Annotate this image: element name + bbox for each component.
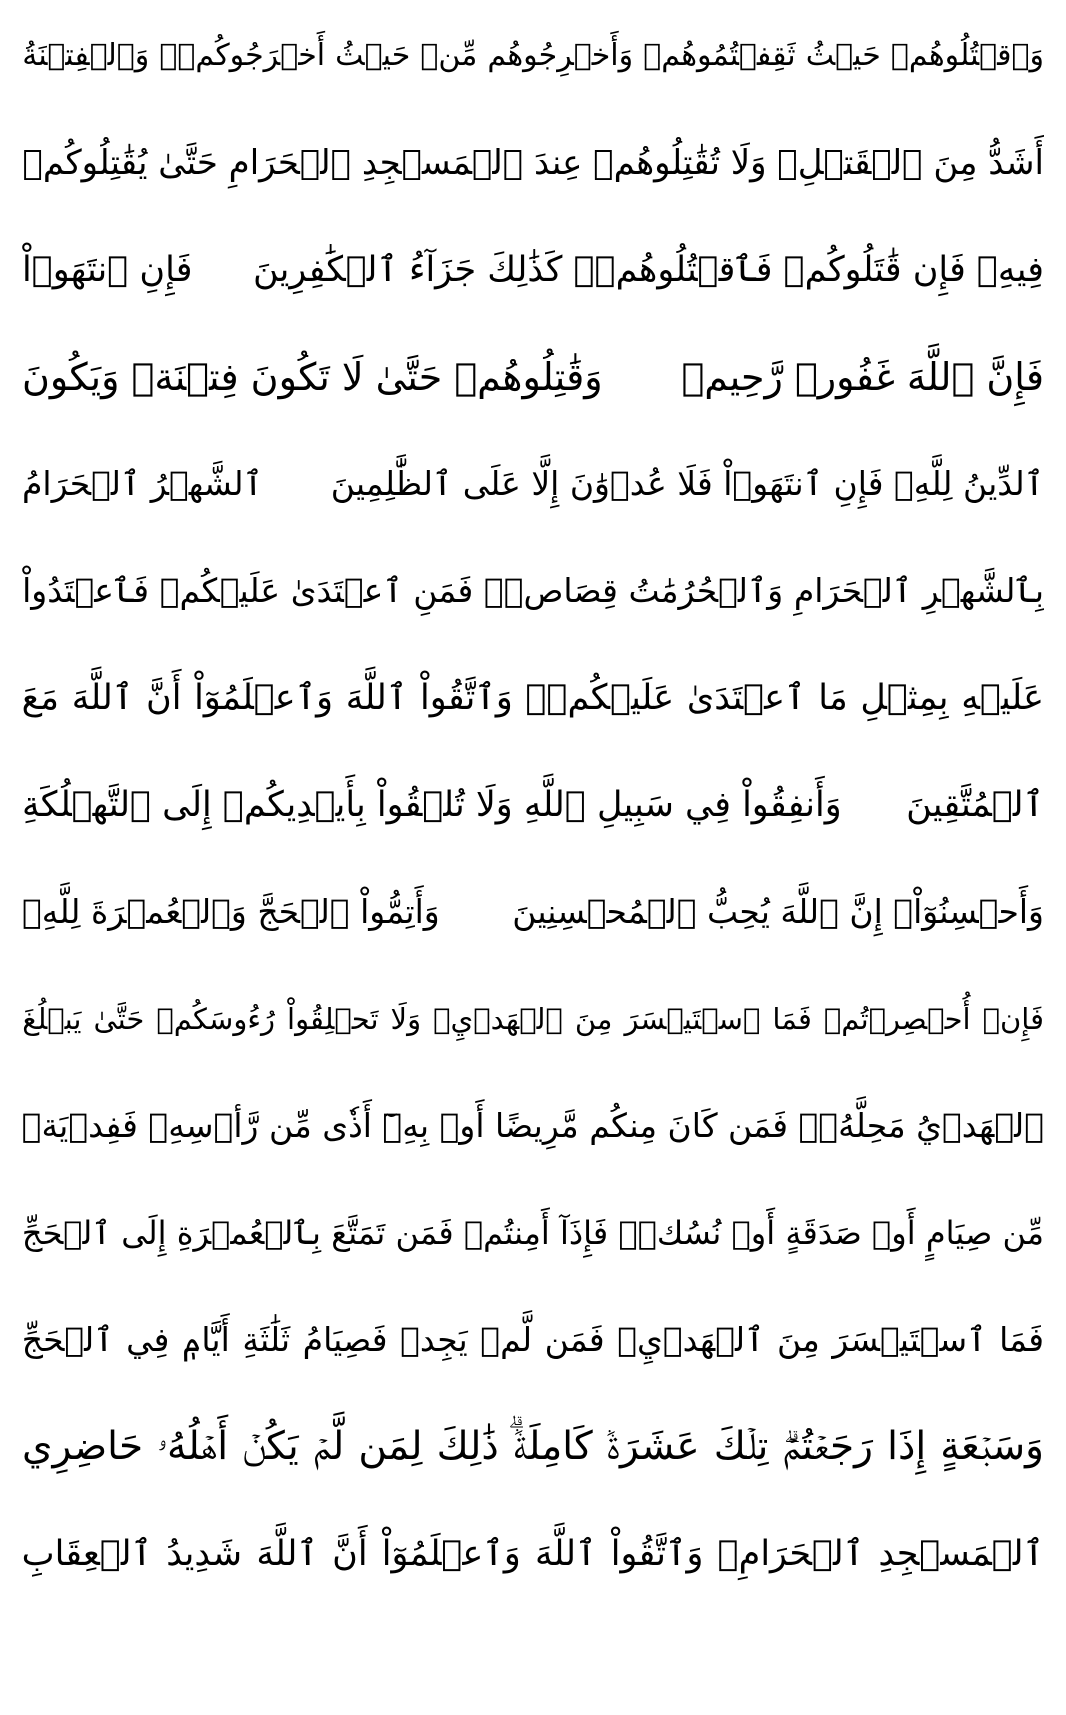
verse-text: وَقَٰتِلُوهُمۡ حَتَّىٰ لَا تَكُونَ فِتۡنَةٞ وَيَكُونَ [22, 355, 603, 399]
verse-line [22, 436, 1044, 532]
verse-text: وَٱقۡتُلُوهُمۡ حَيۡثُ ثَقِفۡتُمُوهُمۡ وَأَخۡرِجُوهُم مِّنۡ حَيۡثُ أَخۡرَجُوكُمۡۚ وَٱلۡفِتۡنَةُ [22, 38, 1044, 73]
verse-line [22, 650, 1044, 746]
verse-text: وَأَتِمُّواْ ٱلۡحَجَّ وَٱلۡعُمۡرَةَ لِلَّهِۚ [22, 892, 440, 931]
verse-line [22, 757, 1044, 853]
verse-text: فَإِنِ ٱنتَهَوۡاْ [22, 250, 193, 290]
verse-text: ٱلشَّهۡرُ ٱلۡحَرَامُ [22, 464, 263, 503]
verse-line [22, 329, 1044, 425]
verse-text: ٱلۡمُتَّقِينَ [906, 785, 1044, 825]
verse-text: ٱلۡمَسۡجِدِ ٱلۡحَرَامِۚ وَٱتَّقُواْ ٱللَّهَ وَٱعۡلَمُوٓاْ أَنَّ ٱللَّهَ شَدِيدُ ٱلۡعِقَابِ [22, 1534, 1044, 1574]
verse-line [22, 1292, 1044, 1388]
verse-line [22, 1078, 1044, 1174]
verse-text: أَشَدُّ مِنَ ٱلۡقَتۡلِۚ وَلَا تُقَٰتِلُوهُمۡ عِندَ ٱلۡمَسۡجِدِ ٱلۡحَرَامِ حَتَّىٰ يُقَٰتِلُوكُمۡ [22, 143, 1044, 183]
verse-line [22, 1506, 1044, 1602]
verse-line [22, 8, 1044, 104]
verse-line [22, 1399, 1044, 1495]
verse-text: ٱلدِّينُ لِلَّهِۖ فَإِنِ ٱنتَهَوۡاْ فَلَا عُدۡوَٰنَ إِلَّا عَلَى ٱلظَّٰلِمِينَ [330, 464, 1044, 503]
verse-text: فَإِنَّ ٱللَّهَ غَفُورٞ رَّحِيمٞ [681, 355, 1044, 399]
verse-text: فَإِنۡ أُحۡصِرۡتُمۡ فَمَا ٱسۡتَيۡسَرَ مِنَ ٱلۡهَدۡيِۖ وَلَا تَحۡلِقُواْ رُءُوسَكُمۡ حَتَّىٰ يَبۡلُغَ [22, 1002, 1044, 1036]
verse-text: فِيهِۖ فَإِن قَٰتَلُوكُمۡ فَٱقۡتُلُوهُمۡۗ كَذَٰلِكَ جَزَآءُ ٱلۡكَٰفِرِينَ [252, 250, 1044, 290]
verse-text: فَمَا ٱسۡتَيۡسَرَ مِنَ ٱلۡهَدۡيِۚ فَمَن لَّمۡ يَجِدۡ فَصِيَامُ ثَلَٰثَةِ أَيَّامٖ فِي ٱلۡحَجِّ [22, 1320, 1044, 1359]
verse-line [22, 1185, 1044, 1281]
verse-text: وَأَنفِقُواْ فِي سَبِيلِ ٱللَّهِ وَلَا تُلۡقُواْ بِأَيۡدِيكُمۡ إِلَى ٱلتَّهۡلُكَةِ [22, 785, 842, 825]
verse-line [22, 222, 1044, 318]
verse-line [22, 115, 1044, 211]
verse-text: عَلَيۡهِ بِمِثۡلِ مَا ٱعۡتَدَىٰ عَلَيۡكُمۡۚ وَٱتَّقُواْ ٱللَّهَ وَٱعۡلَمُوٓاْ أَنَّ ٱللَّهَ مَعَ [22, 678, 1044, 718]
verse-text: ٱلۡهَدۡيُ مَحِلَّهُۥۚ فَمَن كَانَ مِنكُم مَّرِيضًا أَوۡ بِهِۦٓ أَذٗى مِّن رَّأۡسِهِۦ فَفِدۡيَةٞ [22, 1106, 1044, 1145]
verse-text: بِٱلشَّهۡرِ ٱلۡحَرَامِ وَٱلۡحُرُمَٰتُ قِصَاصٞۚ فَمَنِ ٱعۡتَدَىٰ عَلَيۡكُمۡ فَٱعۡتَدُواْ [22, 571, 1044, 610]
verse-line [22, 543, 1044, 639]
verse-line [22, 971, 1044, 1067]
verse-text: وَسَبۡعَةٍ إِذَا رَجَعۡتُمۡۗ تِلۡكَ عَشَرَةٞ كَامِلَةٞۗ ذَٰلِكَ لِمَن لَّمۡ يَكُنۡ أَهۡلُهُۥ حَاضِرِي [22, 1424, 1044, 1469]
verse-text: وَأَحۡسِنُوٓاْۚ إِنَّ ٱللَّهَ يُحِبُّ ٱلۡمُحۡسِنِينَ [512, 892, 1044, 931]
verse-line [22, 864, 1044, 960]
verse-text: مِّن صِيَامٍ أَوۡ صَدَقَةٍ أَوۡ نُسُكٖۚ فَإِذَآ أَمِنتُمۡ فَمَن تَمَتَّعَ بِٱلۡعُمۡرَةِ إِلَى ٱلۡحَجِّ [22, 1214, 1044, 1252]
